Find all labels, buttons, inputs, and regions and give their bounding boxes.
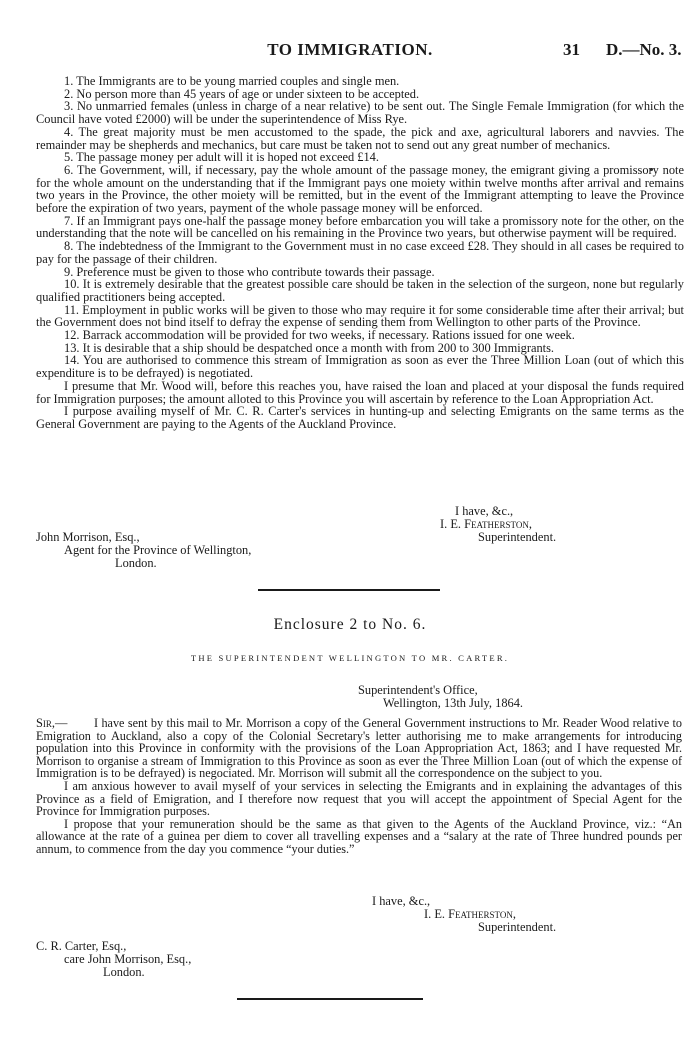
instruction-item: 12. Barrack accommodation will be provided for two weeks, if necessary. Rations issued for one week. (64, 328, 575, 343)
instruction-item: 1. The Immigrants are to be young married couples and single men. (64, 74, 400, 88)
letter2-place-date: Wellington, 13th July, 1864. (383, 696, 523, 710)
instruction-item: I presume that Mr. Wood will, before this reaches you, have raised the loan and placed at your disposal the funds required for Immigration purposes; the amount alloted to this Province you will ascertain by reference to the Loan Appropriation Act. (36, 378, 684, 406)
instruction-item: 4. The great majority must be men accustomed to the spade, the pick and axe, agricultural laborers and navvies. The remainder may be shepherds and mechanics, but care must be taken not to send out any great number of mechanics. (36, 124, 684, 152)
instruction-item: 13. It is desirable that a ship should be despatched once a month with from 200 to 300 Immigrants. (64, 340, 555, 355)
letter2-addressee-line2: care John Morrison, Esq., (64, 952, 192, 966)
letter2-body (36, 717, 682, 856)
letter2-paragraph: I propose that your remuneration should be the same as that given to the Agents of the Auckland Province, viz.: “An allowance at the rate of a guinea per diem to cover all travelling expenses and a “salary at the rate of Three hundred pounds per annum, to commence from the day you commence “your duties.” (36, 816, 682, 856)
instructions-list (36, 75, 684, 431)
letter2-paragraph: I am anxious however to avail myself of your services in selecting the Emigrants and in explaining the advantages of this Province as a field of Emigration, and I therefore now request that you will accept the appointment of Special Agent for the Province for Immigration purposes. (36, 778, 682, 819)
instruction-item: 8. The indebtedness of the Immigrant to the Government must in no case exceed £28. They should in all cases be required to pay for the passage of their children. (36, 239, 684, 266)
letter2-salutation: Sir,— (36, 716, 68, 730)
page-number: 31 (563, 40, 580, 59)
letter2-addressee-line3: London. (103, 965, 145, 979)
section-divider (258, 589, 440, 591)
letter2-addressee: C. R. Carter, Esq., (36, 939, 127, 953)
letter2-office: Superintendent's Office, (358, 683, 478, 697)
instruction-item: 5. The passage money per adult will it is hoped not exceed £14. (64, 150, 379, 165)
instruction-item: 9. Preference must be given to those who contribute towards their passage. (64, 264, 435, 279)
letter2-closing: I have, &c., (372, 894, 431, 908)
instruction-item: 3. No unmarried females (unless in charge of a near relative) to be sent out. The Single Female Immigration (for which the Council have voted £2000) will be under the superintendence of Miss Rye. (36, 99, 684, 127)
document-reference: D.—No. 3. (606, 40, 682, 59)
letter2-signer-title: Superintendent. (478, 920, 557, 934)
letter1-addressee: John Morrison, Esq., (36, 530, 140, 544)
instruction-item: 14. You are authorised to commence this stream of Immigration as soon as ever the Three Million Loan (out of which this expenditure is to be defrayed) is negotiated. (36, 353, 684, 381)
instruction-item: 11. Employment in public works will be given to those who may require it for some considerable time after their arrival; but the Government does not bind itself to defray the expense of sending them from Wellington to other parts of the Province. (36, 302, 684, 330)
enclosure-title: Enclosure 2 to No. 6. (273, 616, 427, 633)
letter2-paragraph: I have sent by this mail to Mr. Morrison a copy of the General Government instructions to Mr. Reader Wood relative to Emigration to Auckland, also a copy of the Colonial Secretary's letter authorising me to make arrangements for introducing population into this Province in conformity with the provisions of the Loan Appropriation Act, 1863; and I have requested Mr. Morrison to organise a stream of Immigration to this Province as soon as ever the Three Million Loan (out of which the expense of Immigration is to be defrayed) is negociated. Mr. Morrison will submit all the correspondence on the subject to you. (36, 716, 682, 781)
letter1-addressee-line3: London. (115, 556, 157, 570)
instruction-item: 10. It is extremely desirable that the greatest possible care should be taken in the selection of the surgeon, none but regularly qualified practitioners being accepted. (36, 277, 684, 304)
instruction-item: I purpose availing myself of Mr. C. R. Carter's services in hunting-up and selecting Emigrants on the same terms as the General Government are paying to the Agents of the Auckland Province. (36, 404, 684, 431)
letter1-signer-title: Superintendent. (478, 530, 557, 544)
page-title: TO IMMIGRATION. (267, 40, 433, 59)
letter1-addressee-line2: Agent for the Province of Wellington, (64, 543, 252, 557)
letter1-closing: I have, &c., (455, 504, 514, 518)
instruction-item: 2. No person more than 45 years of age or under sixteen to be accepted. (64, 86, 420, 101)
letter1-signer: I. E. Featherston, (440, 517, 532, 531)
enclosure-subtitle: THE SUPERINTENDENT WELLINGTON TO MR. CARTER. (190, 653, 510, 663)
instruction-item: 6. The Government, will, if necessary, pay the whole amount of the passage money, the emigrant giving a promissory note for the whole amount on the understanding that if the Immigrant pays one moiety within twelve months after arrival and remains two years in the Province, the other moiety will be remitted, but in the event of the Immigrant attempting to leave the Province before the expiration of two years, payment of the whole passage money will be enforced. (36, 162, 684, 216)
page-header (0, 40, 700, 62)
end-divider (237, 998, 423, 1000)
letter2-signer: I. E. Featherston, (424, 907, 516, 921)
instruction-item: 7. If an Immigrant pays one-half the passage money before embarcation you will take a promissory note for the other, on the understanding that the note will be cancelled on his remaining in the Province two years, but otherwise payment will be required. (36, 213, 684, 241)
